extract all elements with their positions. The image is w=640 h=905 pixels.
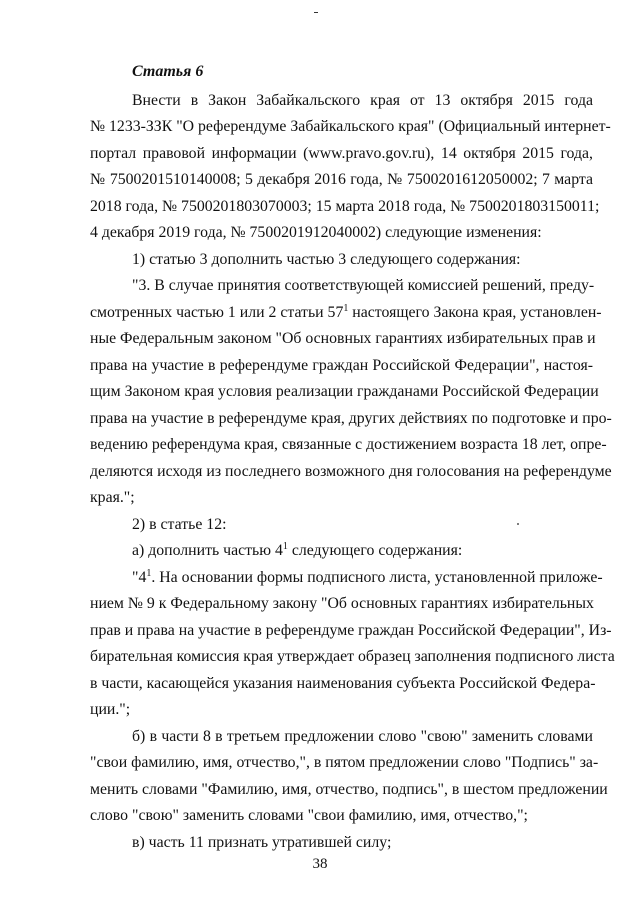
- text-segment: следующего содержания:: [287, 542, 463, 559]
- text-line: Внести в Закон Забайкальского края от 13 октября 2015 года: [132, 92, 593, 109]
- text-line: менить словами "Фамилию, имя, отчество, подпись", в шестом предложении: [90, 781, 608, 798]
- text-segment: а) дополнить частью 4: [132, 542, 283, 559]
- text-line: 2) в статье 12:: [132, 516, 227, 533]
- text-line: "3. В случае принятия соответствующей комиссией решений, преду-: [132, 277, 595, 294]
- page-top-mark: [314, 12, 318, 13]
- text-line: прав и права на участие в референдуме граждан Российской Федерации", Из-: [90, 622, 612, 639]
- text-line: "свои фамилию, имя, отчество,", в пятом предложении слово "Подпись" за-: [90, 754, 599, 771]
- text-line: № 1233-ЗЗК "О референдуме Забайкальского края" (Официальный интернет-: [90, 118, 611, 135]
- superscript: 1: [343, 303, 349, 314]
- text-line: в) часть 11 признать утратившей силу;: [132, 834, 392, 851]
- text-line: права на участие в референдуме граждан Российской Федерации", настоя-: [90, 357, 593, 374]
- text-line: портал правовой информации (www.pravo.gov.ru), 14 октября 2015 года,: [90, 145, 593, 162]
- text-line: [132, 537, 462, 564]
- page-number: 38: [312, 856, 328, 872]
- article-title: Статья 6: [132, 63, 204, 80]
- text-line: края.";: [90, 489, 135, 506]
- text-line: [132, 564, 603, 591]
- stray-dot: [517, 523, 519, 525]
- superscript: 1: [146, 568, 152, 579]
- text-segment: . На основании формы подписного листа, установленной приложе-: [151, 569, 603, 586]
- text-line: слово "свою" заменить словами "свои фамилию, имя, отчество,";: [90, 807, 528, 824]
- text-line: [90, 299, 602, 326]
- text-line: 1) статью 3 дополнить частью 3 следующего содержания:: [132, 251, 521, 268]
- text-line: деляются исходя из последнего возможного дня голосования на референдуме: [90, 463, 612, 480]
- text-segment: "4: [132, 569, 147, 586]
- text-line: б) в части 8 в третьем предложении слово "свою" заменить словами: [132, 728, 593, 745]
- text-line: щим Законом края условия реализации гражданами Российской Федерации: [90, 383, 599, 400]
- text-line: ные Федеральным законом "Об основных гарантиях избирательных прав и: [90, 330, 596, 347]
- text-line: № 7500201510140008; 5 декабря 2016 года, № 7500201612050002; 7 марта: [90, 171, 593, 188]
- superscript: 1: [282, 541, 288, 552]
- text-line: нием № 9 к Федеральному закону "Об основных гарантиях избирательных: [90, 595, 594, 612]
- text-line: 2018 года, № 7500201803070003; 15 марта 2018 года, № 7500201803150011;: [90, 198, 600, 215]
- text-line: бирательная комиссия края утверждает образец заполнения подписного листа: [90, 648, 615, 665]
- text-line: 4 декабря 2019 года, № 7500201912040002) следующие изменения:: [90, 224, 542, 241]
- text-segment: смотренных частью 1 или 2 статьи 57: [90, 304, 344, 321]
- text-line: ведению референдума края, связанные с достижением возраста 18 лет, опре-: [90, 436, 607, 453]
- text-segment: настоящего Закона края, установлен-: [348, 304, 602, 321]
- text-line: в части, касающейся указания наименования субъекта Российской Федера-: [90, 675, 596, 692]
- text-line: ции.";: [90, 701, 131, 718]
- text-line: права на участие в референдуме края, других действиях по подготовке и про-: [90, 410, 612, 427]
